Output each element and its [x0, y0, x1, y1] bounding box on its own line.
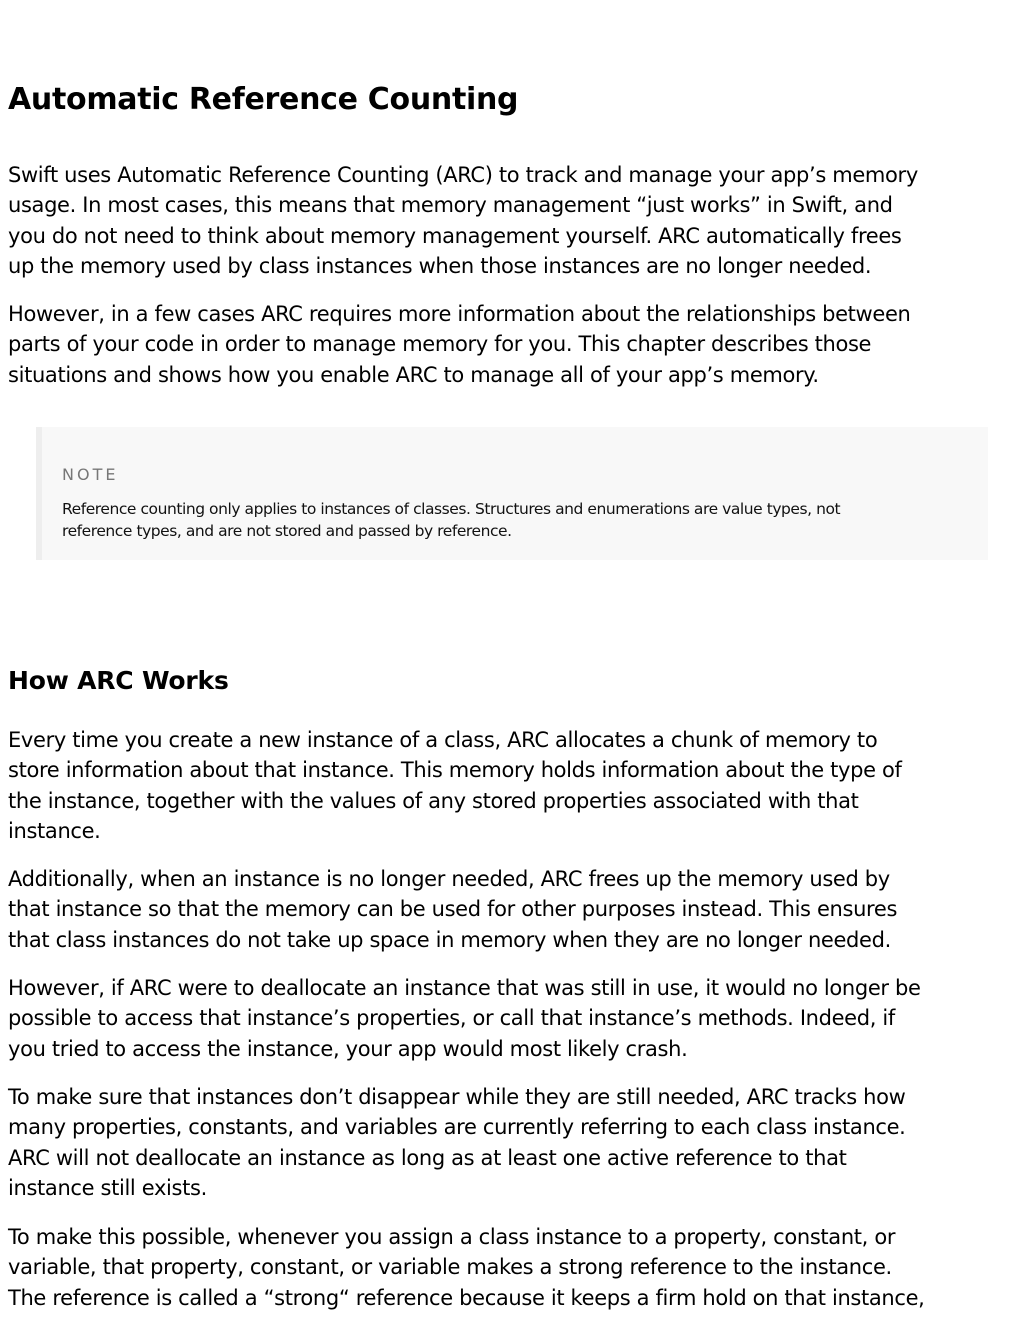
text-line: To make this possible, whenever you assign a class instance to a property, constant, or — [8, 1225, 896, 1249]
section-paragraph — [8, 1082, 906, 1204]
text-line: Additionally, when an instance is no longer needed, ARC frees up the memory used by — [8, 867, 890, 891]
text-line: parts of your code in order to manage memory for you. This chapter describes those — [8, 332, 872, 357]
note-body — [62, 498, 840, 542]
text-line: that instance so that the memory can be used for other purposes instead. This ensures — [8, 897, 898, 922]
text-line: Every time you create a new instance of a class, ARC allocates a chunk of memory to — [8, 728, 878, 752]
section-paragraph — [8, 973, 921, 1064]
text-line: However, in a few cases ARC requires more information about the relationships between — [8, 302, 911, 326]
section-paragraph — [8, 725, 902, 847]
text-line: many properties, constants, and variables are currently referring to each class instance. — [8, 1115, 906, 1140]
text-line: up the memory used by class instances when those instances are no longer needed. — [8, 254, 872, 279]
text-line: usage. In most cases, this means that memory management “just works” in Swift, and — [8, 193, 893, 218]
section-paragraph — [8, 1222, 924, 1313]
page-title: Automatic Reference Counting — [8, 82, 519, 117]
text-line: The reference is called a “strong“ reference because it keeps a firm hold on that instance, — [8, 1285, 925, 1310]
text-line: you do not need to think about memory management yourself. ARC automatically frees — [8, 223, 902, 248]
text-line: ARC will not deallocate an instance as long as at least one active reference to that — [8, 1145, 847, 1170]
text-line: you tried to access the instance, your app would most likely crash. — [8, 1036, 688, 1061]
text-line: To make sure that instances don’t disappear while they are still needed, ARC tracks how — [8, 1085, 906, 1109]
note-label: NOTE — [62, 465, 119, 484]
text-line: However, if ARC were to deallocate an instance that was still in use, it would no longer be — [8, 976, 921, 1000]
text-line: possible to access that instance’s properties, or call that instance’s methods. Indeed, if — [8, 1006, 895, 1031]
section-heading: How ARC Works — [8, 666, 229, 695]
text-line: store information about that instance. This memory holds information about the type of — [8, 758, 902, 783]
text-line: the instance, together with the values of any stored properties associated with that — [8, 788, 859, 813]
text-line: Reference counting only applies to instances of classes. Structures and enumerations are value types, not — [62, 500, 841, 518]
text-line: Swift uses Automatic Reference Counting (ARC) to track and manage your app’s memory — [8, 163, 918, 187]
intro-paragraph — [8, 299, 910, 390]
text-line: instance still exists. — [8, 1176, 207, 1201]
section-paragraph — [8, 864, 897, 955]
text-line: situations and shows how you enable ARC to manage all of your app’s memory. — [8, 362, 819, 387]
note-callout — [36, 427, 988, 560]
text-line: that class instances do not take up space in memory when they are no longer needed. — [8, 927, 891, 952]
text-line: reference types, and are not stored and passed by reference. — [62, 522, 512, 540]
text-line: instance. — [8, 819, 101, 844]
text-line: variable, that property, constant, or variable makes a strong reference to the instance. — [8, 1255, 892, 1280]
intro-paragraph — [8, 160, 918, 282]
